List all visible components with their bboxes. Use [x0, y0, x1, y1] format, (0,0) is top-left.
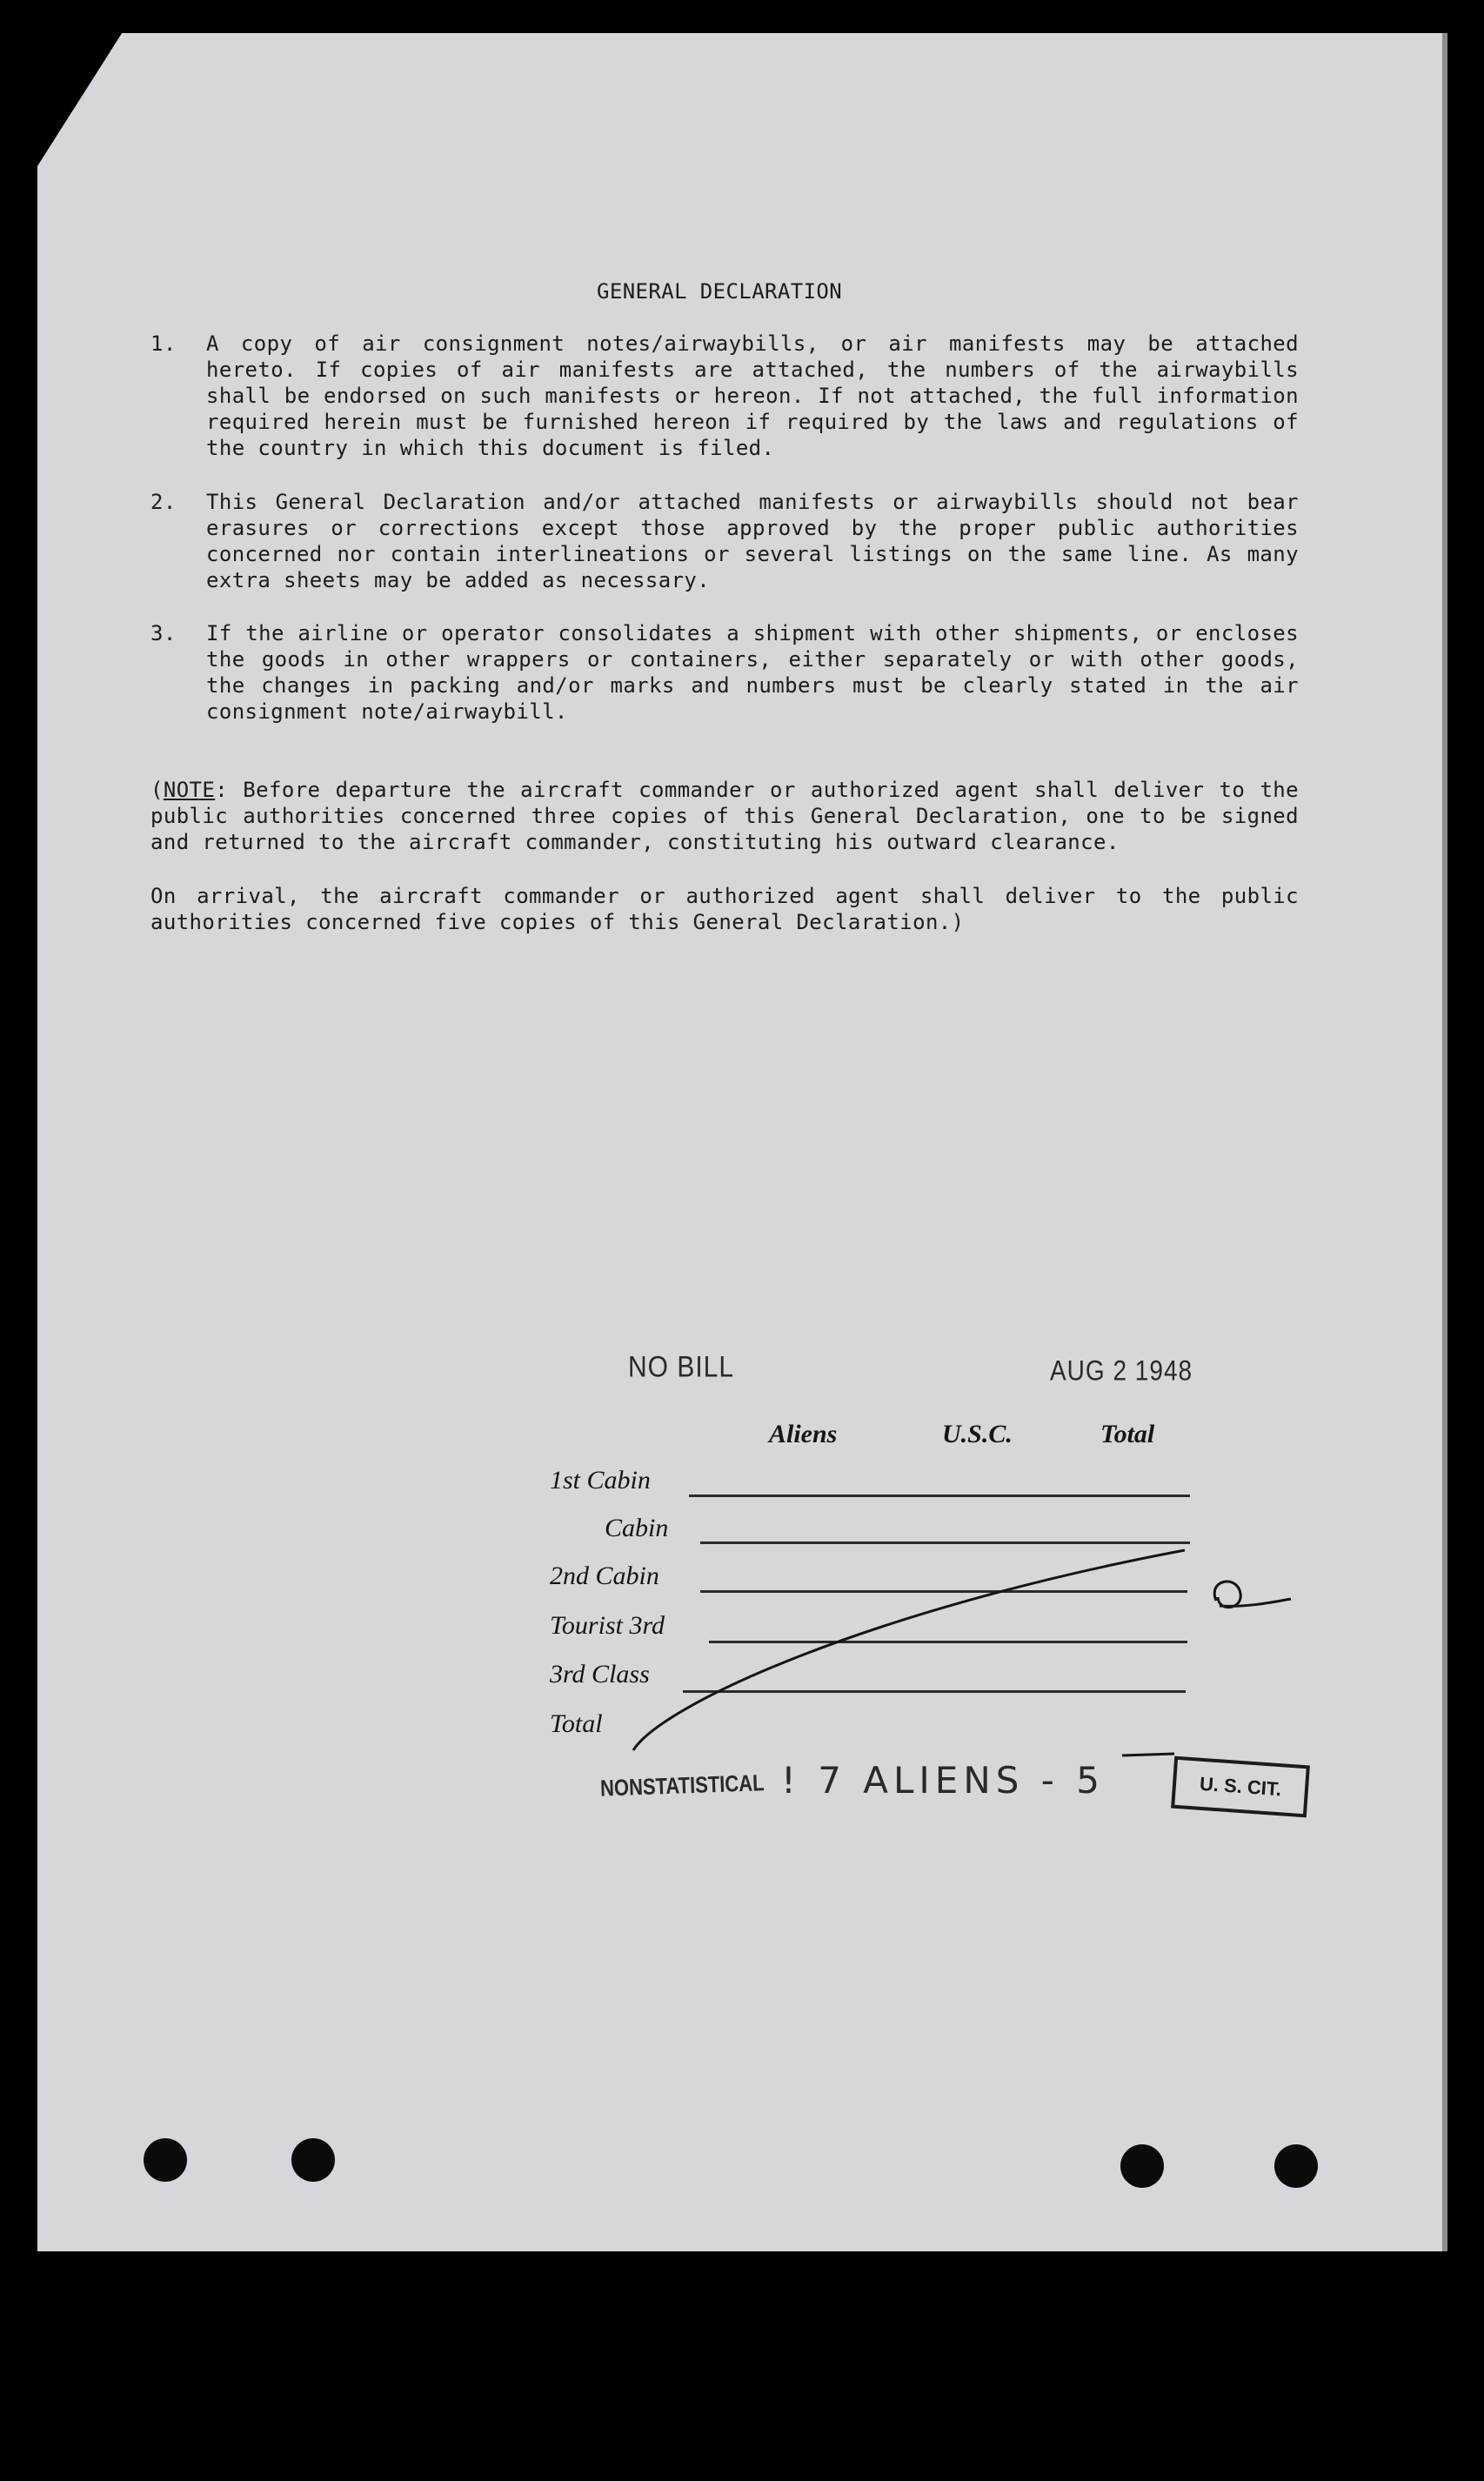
no-bill-stamp: NO BILL	[628, 1350, 735, 1384]
note-text: : Before departure the aircraft commander or authorized agent shall deliver to the public authorities concerned three copies of this General Declaration, one to be signed and returned to the aircraft commander, constituting his outward clearance.	[150, 778, 1299, 854]
handwritten-tally: ! 7 ALIENS - 5	[781, 1759, 1105, 1802]
note-label: NOTE	[163, 778, 216, 802]
item-number: 2.	[150, 490, 177, 514]
row-tourist-3rd: Tourist 3rd	[550, 1611, 665, 1640]
initials-mark	[1214, 1582, 1291, 1608]
date-stamp: AUG 2 1948	[1050, 1354, 1193, 1387]
row-2nd-cabin: 2nd Cabin	[550, 1561, 659, 1590]
column-aliens: Aliens	[769, 1420, 838, 1448]
item-text: If the airline or operator consolidates a shipment with other shipments, or encloses the goods in other wrappers or containers, either separately or with other goods, the changes in packing and/or marks and numbers must be clearly stated in the air consignment note/airwaybill.	[206, 621, 1299, 724]
item-text: This General Declaration and/or attached manifests or airwaybills should not bear erasures or corrections except those approved by the proper public authorities concerned nor contain interlineations or several listings on the same line. As many extra sheets may be added as necessary.	[206, 490, 1299, 592]
punch-hole	[1274, 2144, 1318, 2188]
item-text: A copy of air consignment notes/airwaybills, or air manifests may be attached hereto. If copies of air manifests are attached, the numbers of the airwaybills shall be endorsed on such manifests or hereon. If not attached, the full information required herein must be furnished hereon if required by the laws and regulations of the country in which this document is filed.	[206, 331, 1299, 460]
note-open: (	[150, 778, 164, 802]
nonstatistical-stamp: NONSTATISTICAL	[599, 1769, 765, 1802]
document-title: GENERAL DECLARATION	[597, 279, 843, 304]
edge-mark	[1381, 1270, 1427, 1275]
tally-underline	[1122, 1754, 1174, 1755]
arrival-paragraph: On arrival, the aircraft commander or authorized agent shall deliver to the public authorities concerned five copies of this General Declaration.)	[150, 884, 1299, 934]
item-number: 3.	[150, 621, 177, 645]
row-1st-cabin: 1st Cabin	[550, 1466, 651, 1495]
us-citizen-label: U. S. CIT.	[1199, 1772, 1282, 1801]
column-usc: U.S.C.	[942, 1420, 1013, 1448]
punch-hole	[1120, 2144, 1164, 2188]
row-3rd-class: 3rd Class	[550, 1660, 650, 1689]
item-number: 1.	[150, 331, 177, 356]
row-total: Total	[550, 1709, 603, 1738]
diagonal-strike-line	[633, 1550, 1185, 1750]
punch-hole	[291, 2138, 335, 2182]
punch-hole	[144, 2138, 187, 2182]
column-total: Total	[1100, 1420, 1155, 1448]
row-cabin: Cabin	[605, 1514, 669, 1542]
